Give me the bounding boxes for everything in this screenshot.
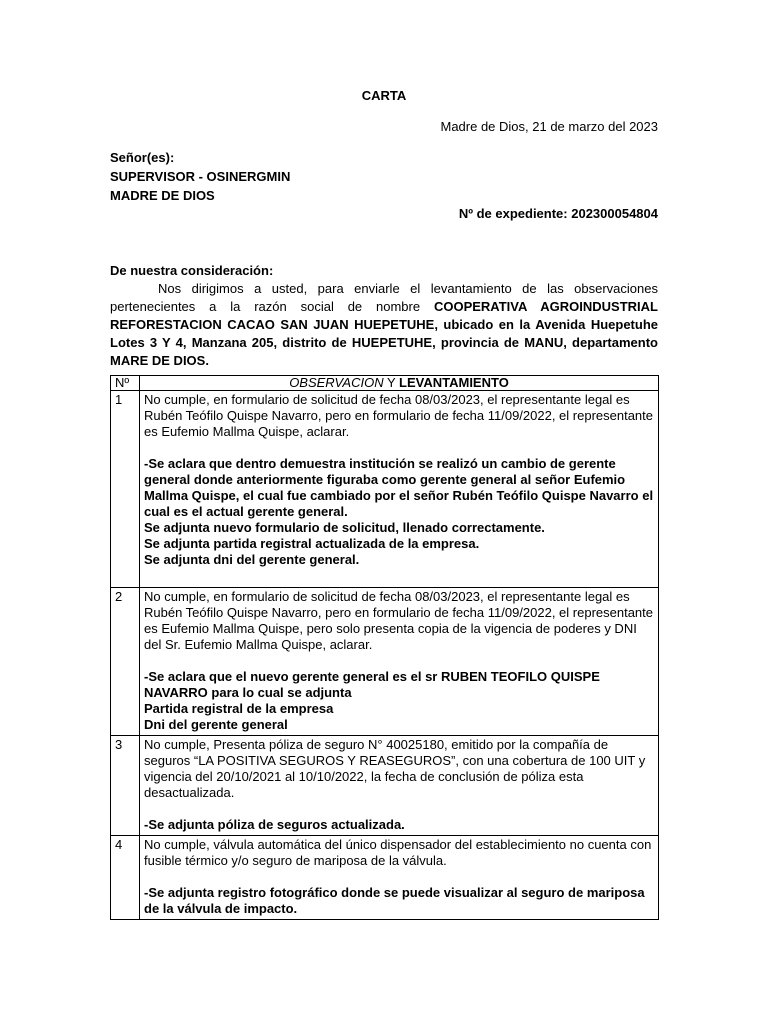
observation-text: No cumple, Presenta póliza de seguro N° 40025180, emitido por la compañía de seguros “LA POSITIVA SEGUROS Y REASEGUROS”, con una cobertura de 100 UIT y vigencia del 20/10/2021 al 10/10/2022, la fecha de conclusión de póliza esta desactualizada. [144, 737, 646, 800]
recipient-line-1: SUPERVISOR - OSINERGMIN [110, 169, 291, 184]
recipient-line-2: MADRE DE DIOS [110, 188, 215, 203]
response-line: Partida registral de la empresa [144, 701, 334, 716]
header-and: Y [383, 375, 400, 390]
file-number: Nº de expediente: 202300054804 [458, 206, 658, 221]
row-content [140, 588, 659, 736]
intro-paragraph [110, 280, 658, 370]
place-date: Madre de Dios, 21 de marzo del 2023 [440, 119, 658, 134]
table-header-row [111, 376, 659, 391]
observation-text: No cumple, válvula automática del único dispensador del establecimiento no cuenta con fusible térmico y/o seguro de mariposa de la válvula. [144, 837, 652, 868]
response-line: -Se adjunta póliza de seguros actualizada. [144, 817, 405, 832]
response-line: Se adjunta dni del gerente general. [144, 552, 360, 567]
row-number: 2 [111, 588, 140, 736]
table-row [111, 736, 659, 836]
row-number: 4 [111, 836, 140, 920]
observation-text: No cumple, en formulario de solicitud de fecha 08/03/2023, el representante legal es Rubén Teófilo Quispe Navarro, pero en formulario de fecha 11/09/2022, el representante es Eufemio Mallma Quispe, pero solo presenta copia de la vigencia de poderes y DNI del Sr. Eufemio Mallma Quispe, aclarar. [144, 589, 654, 652]
row-content [140, 836, 659, 920]
row-content [140, 391, 659, 588]
header-levantamiento: LEVANTAMIENTO [399, 375, 509, 390]
response-line: Se adjunta nuevo formulario de solicitud, llenado correctamente. [144, 520, 545, 535]
table-row [111, 391, 659, 588]
letter-title: CARTA [361, 88, 407, 103]
intro-bold-text: COOPERATIVA AGROINDUSTRIAL REFORESTACION CACAO SAN JUAN HUEPETUHE, ubicado en la Avenida Huepetuhe Lotes 3 Y 4, Manzana 205, distrito de HUEPETUHE, provincia de MANU, departamento MARE DE DIOS. [110, 299, 658, 368]
response-line: Se adjunta partida registral actualizada de la empresa. [144, 536, 480, 551]
observations-table [110, 375, 659, 920]
row-content [140, 736, 659, 836]
header-number: Nº [111, 376, 140, 391]
response-line: -Se aclara que dentro demuestra institución se realizó un cambio de gerente general donde anteriormente figuraba como gerente general al señor Eufemio Mallma Quispe, el cual fue cambiado por el señor Rubén Teófilo Quispe Navarro el cual es el actual gerente general. [144, 456, 654, 519]
response-line: -Se adjunta registro fotográfico donde se puede visualizar al seguro de mariposa de la válvula de impacto. [144, 885, 645, 916]
response-line: Dni del gerente general [144, 717, 288, 732]
salutation: Señor(es): [110, 150, 175, 165]
observation-text: No cumple, en formulario de solicitud de fecha 08/03/2023, el representante legal es Rubén Teófilo Quispe Navarro, pero en formulario de fecha 11/09/2022, el representante es Eufemio Mallma Quispe, aclarar. [144, 392, 654, 439]
greeting: De nuestra consideración: [110, 263, 274, 278]
header-observation: OBSERVACION [289, 375, 384, 390]
header-observation-levantamiento [140, 376, 659, 391]
table-row [111, 836, 659, 920]
response-line: -Se aclara que el nuevo gerente general es el sr RUBEN TEOFILO QUISPE NAVARRO para lo cual se adjunta [144, 669, 600, 700]
row-number: 1 [111, 391, 140, 588]
table-row [111, 588, 659, 736]
row-number: 3 [111, 736, 140, 836]
intro-plain-text: Nos dirigimos a usted, para enviarle el levantamiento de las observaciones pertenecientes a la razón social de nombre [110, 281, 658, 314]
